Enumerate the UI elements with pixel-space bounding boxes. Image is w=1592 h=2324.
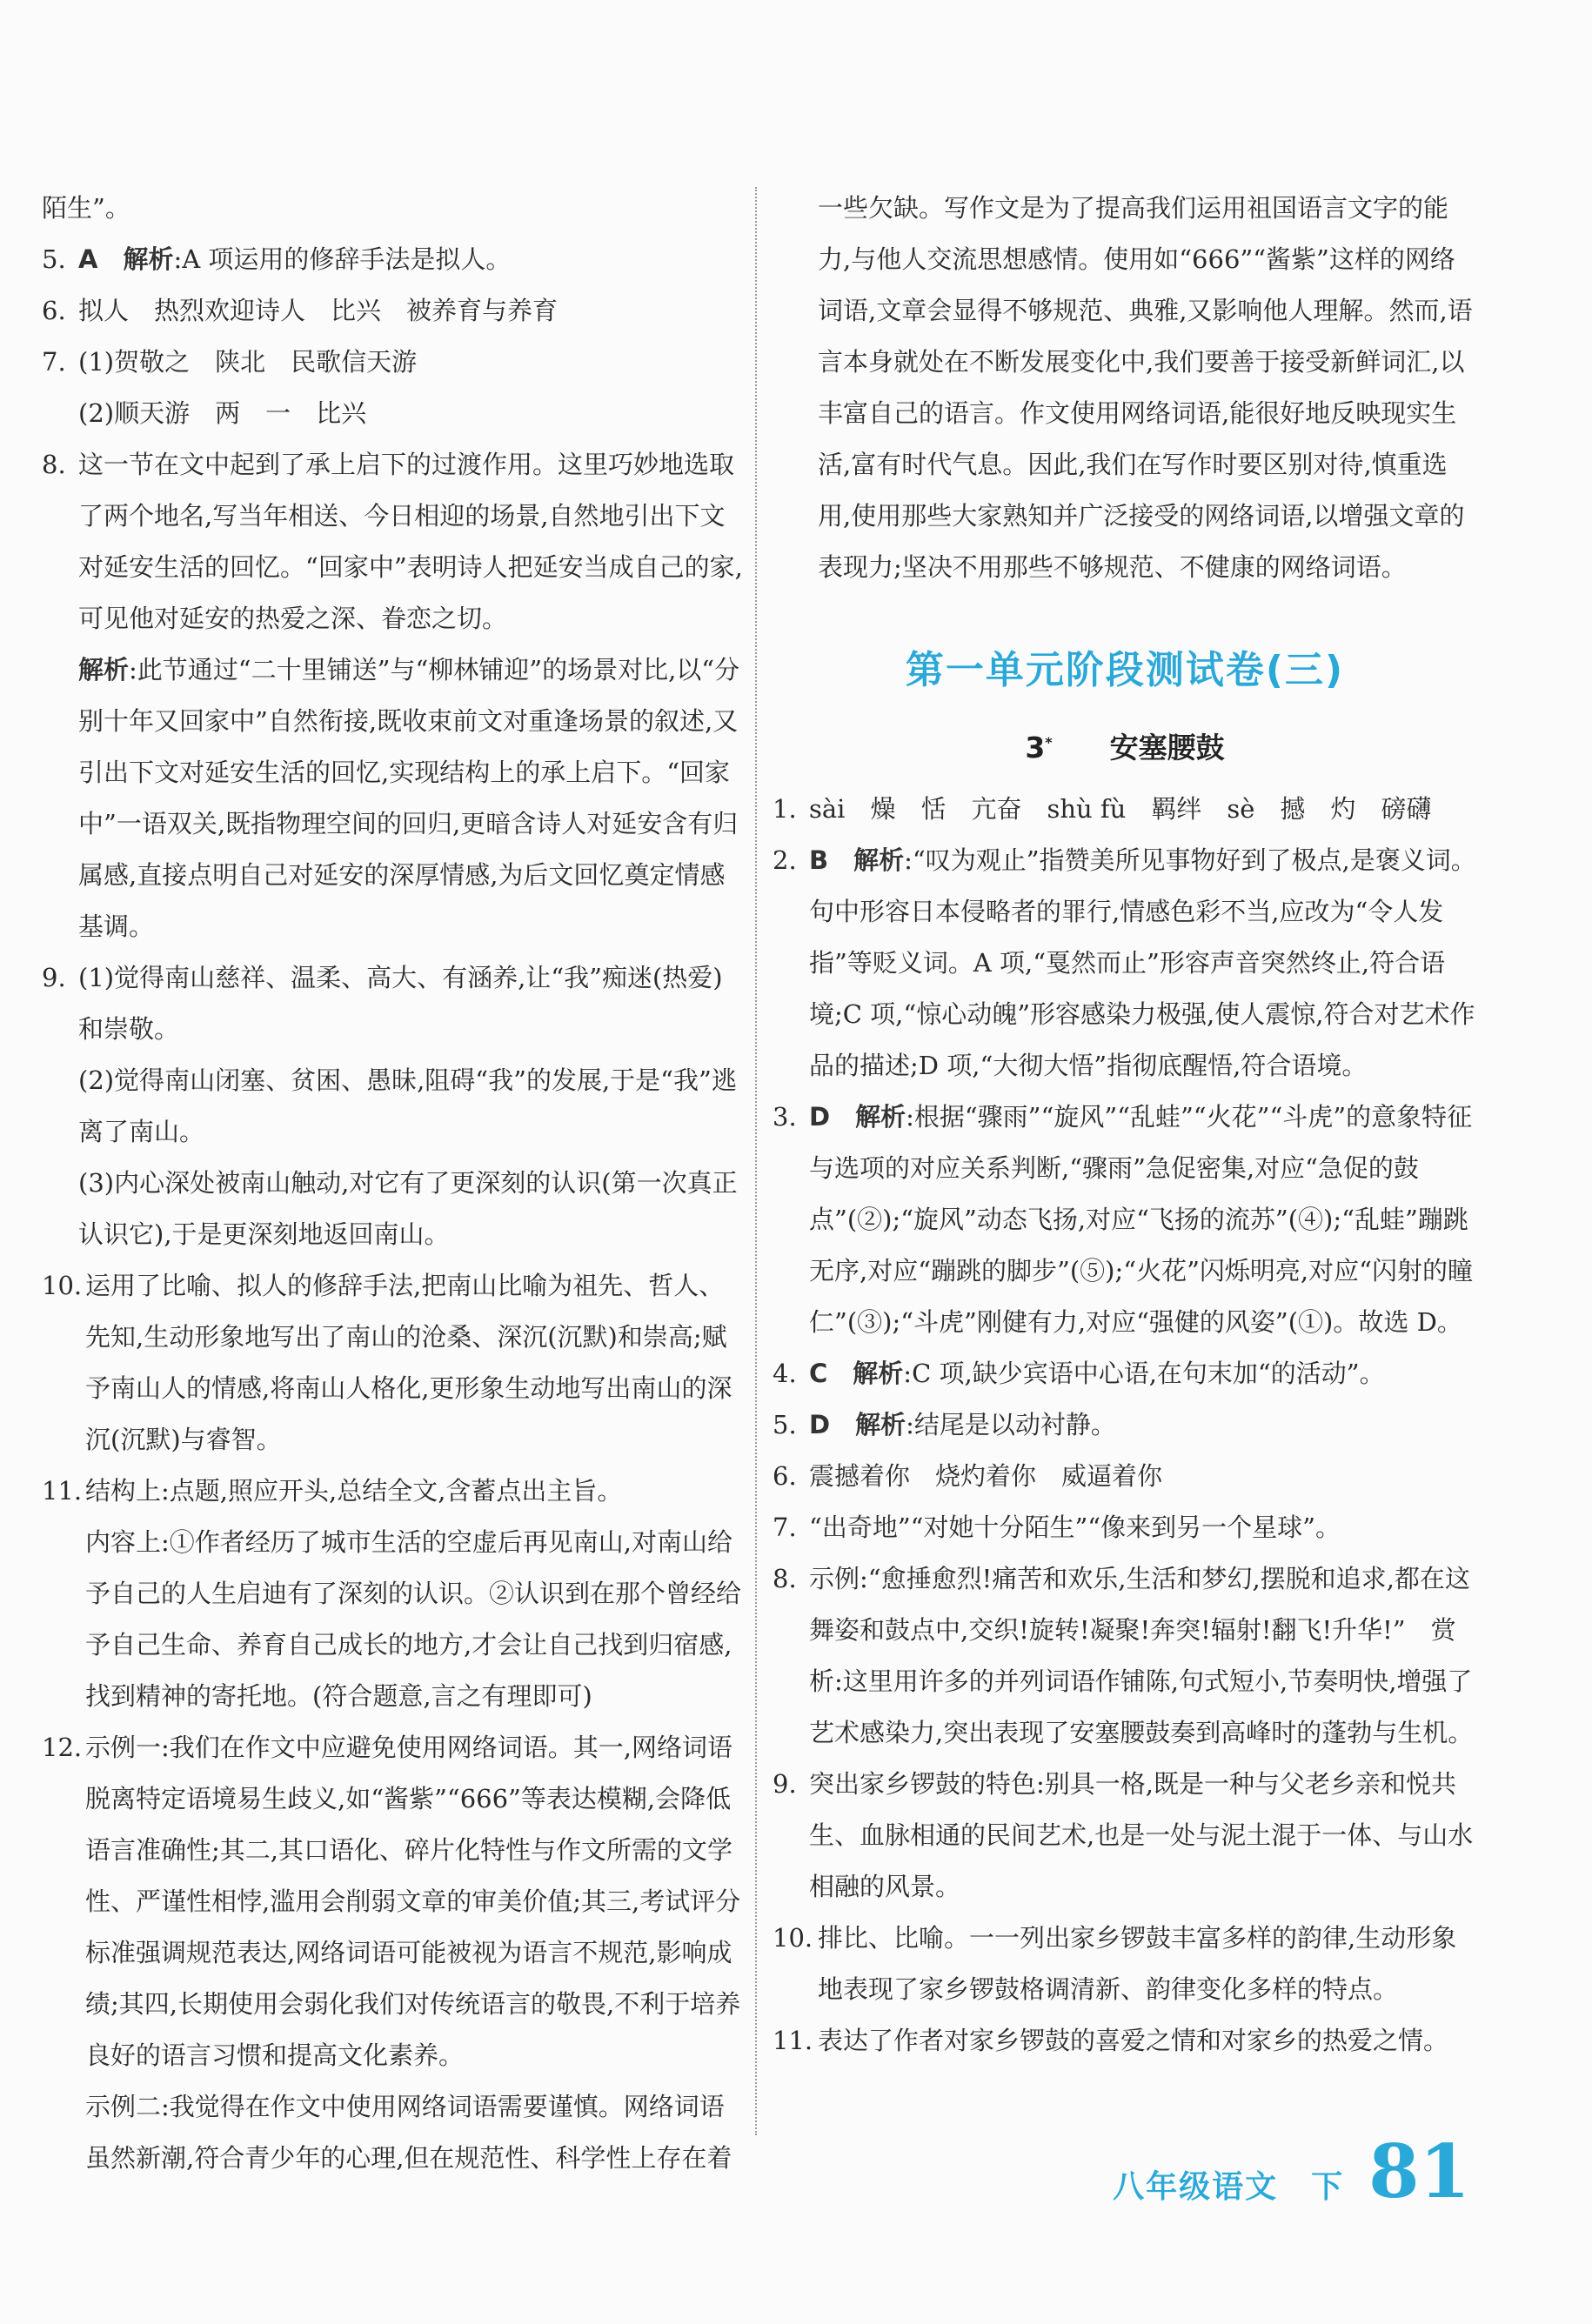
answer-item: [42, 1722, 746, 2081]
answer-text: [42, 1517, 746, 1722]
answer-text: [42, 2081, 746, 2184]
answer-item: [42, 644, 746, 952]
answer-item: [42, 1517, 746, 1722]
answer-item: [773, 1451, 1477, 1502]
answer-item: [42, 234, 746, 285]
answer-number: 3.: [773, 1102, 797, 1132]
answer-body: :“叹为观止”指赞美所见事物好到了极点,是褒义词。句中形容日本侵略者的罪行,情感色彩不当,应改为“令人发指”等贬义词。A 项,“戛然而止”形容声音突然终止,符合语境;C 项,“惊心动魄”形容感染力极强,使人震惊,符合对艺术作品的描述;D 项,“大彻大悟”指彻底醒悟,符合语境。: [809, 845, 1476, 1080]
answer-body: (2)顺天游 两 一 比兴: [78, 398, 367, 428]
answer-body: 示例二:我觉得在作文中使用网络词语需要谨慎。网络词语虽然新潮,符合青少年的心理,但在规范性、科学性上存在着: [85, 2092, 732, 2173]
answer-body: 拟人 热烈欢迎诗人 比兴 被养育与养育: [78, 296, 559, 325]
answer-item: [773, 835, 1477, 1092]
lesson-star: *: [1045, 734, 1053, 751]
answer-body: 排比、比喻。一一列出家乡锣鼓丰富多样的韵律,生动形象地表现了家乡锣鼓格调清新、韵律变化多样的特点。: [818, 1923, 1457, 2004]
answer-body: 一些欠缺。写作文是为了提高我们运用祖国语言文字的能力,与他人交流思想感情。使用如“666”“酱紫”这样的网络词语,文章会显得不够规范、典雅,又影响他人理解。然而,语言本身就处在不断发展变化中,我们要善于接受新鲜词汇,以丰富自己的语言。作文使用网络词语,能很好地反映现实生活,富有时代气息。因此,我们在写作时要区别对待,慎重选用,使用那些大家熟知并广泛接受的网络词语,以增强文章的表现力;坚决不用那些不够规范、不健康的网络词语。: [818, 193, 1473, 582]
answer-number: 6.: [773, 1461, 797, 1491]
answer-item: [773, 2015, 1477, 2067]
answer-number: 11.: [773, 2026, 813, 2055]
answer-item: [42, 1158, 746, 1260]
lesson-name: 安塞腰鼓: [1109, 731, 1225, 765]
answer-text: [773, 784, 1477, 835]
answer-item: [773, 183, 1477, 593]
answer-body: 表达了作者对家乡锣鼓的喜爱之情和对家乡的热爱之情。: [818, 2026, 1449, 2055]
answer-body: :C 项,缺少宾语中心语,在句末加“的活动”。: [903, 1359, 1385, 1388]
answer-text: [42, 183, 746, 234]
answer-text: [42, 1466, 746, 1517]
page-number: 81: [1368, 2128, 1470, 2214]
answer-number: 1.: [773, 794, 797, 824]
lesson-number: 3: [1025, 731, 1046, 765]
answer-body: :A 项运用的修辞手法是拟人。: [173, 244, 512, 274]
answer-text: [42, 1055, 746, 1158]
answer-item: [42, 2081, 746, 2184]
answer-item: [773, 784, 1477, 835]
answer-number: 7.: [773, 1513, 797, 1542]
answer-text: [42, 1158, 746, 1260]
answer-number: 10.: [773, 1923, 813, 1953]
answer-item: [42, 1466, 746, 1517]
answer-number: 8.: [42, 450, 66, 479]
answer-text: [773, 1451, 1477, 1502]
answer-number: 5.: [773, 1410, 797, 1439]
answer-text: [42, 439, 746, 644]
answer-keyword: C 解析: [809, 1359, 904, 1388]
answer-item: [773, 1913, 1477, 2015]
answer-text: [773, 2015, 1477, 2067]
answer-body: 陌生”。: [42, 193, 130, 223]
answer-text: [773, 1348, 1477, 1399]
answer-body: (3)内心深处被南山触动,对它有了更深刻的认识(第一次真正认识它),于是更深刻地返回南山。: [78, 1168, 738, 1249]
answer-body: “出奇地”“对她十分陌生”“像来到另一个星球”。: [809, 1513, 1341, 1542]
answer-text: [42, 388, 746, 439]
answer-number: 7.: [42, 347, 66, 377]
answer-body: 内容上:①作者经历了城市生活的空虚后再见南山,对南山给予自己的人生启迪有了深刻的认识。②认识到在那个曾经给予自己生命、养育自己成长的地方,才会让自己找到归宿感,找到精神的寄托地。(符合题意,言之有理即可): [85, 1527, 742, 1711]
answer-body: (1)觉得南山慈祥、温柔、高大、有涵养,让“我”痴迷(热爱)和崇敬。: [78, 963, 723, 1044]
answer-body: (1)贺敬之 陕北 民歌信天游: [78, 347, 418, 377]
answer-text: [773, 1553, 1477, 1759]
lesson-title: [773, 725, 1477, 766]
answer-number: 8.: [773, 1564, 797, 1593]
answer-text: [773, 1759, 1477, 1913]
answer-keyword: B 解析: [809, 845, 905, 875]
answer-body: 震撼着你 烧灼着你 威逼着你: [809, 1461, 1163, 1491]
grade-label: 八年级语文 下: [1113, 2169, 1345, 2205]
answer-number: 10.: [42, 1271, 83, 1300]
right-top-answers: [773, 183, 1477, 593]
answer-body: 运用了比喻、拟人的修辞手法,把南山比喻为祖先、哲人、先知,生动形象地写出了南山的沧桑、深沉(沉默)和崇高;赋予南山人的情感,将南山人格化,更形象生动地写出南山的深沉(沉默)与睿智。: [85, 1271, 732, 1454]
answer-item: [42, 337, 746, 388]
answer-body: 这一节在文中起到了承上启下的过渡作用。这里巧妙地选取了两个地名,写当年相送、今日相迎的场景,自然地引出下文对延安生活的回忆。“回家中”表明诗人把延安当成自己的家,可见他对延安的热爱之深、眷恋之切。: [78, 450, 743, 633]
answer-number: 2.: [773, 845, 797, 875]
answer-body: :结尾是以动衬静。: [906, 1410, 1116, 1439]
answer-text: [773, 1092, 1477, 1348]
answer-number: 12.: [42, 1733, 83, 1762]
answer-number: 5.: [42, 244, 66, 274]
answer-item: [773, 1502, 1477, 1553]
answer-text: [773, 1502, 1477, 1553]
answer-text: [773, 183, 1477, 593]
left-column: [42, 183, 746, 2184]
answer-body: (2)觉得南山闭塞、贫困、愚昧,阻碍“我”的发展,于是“我”逃离了南山。: [78, 1065, 737, 1146]
answer-item: [42, 439, 746, 644]
answer-number: 11.: [42, 1476, 83, 1506]
answer-item: [42, 388, 746, 439]
answer-keyword: D 解析: [809, 1102, 906, 1132]
answer-body: 示例:“愈捶愈烈!痛苦和欢乐,生活和梦幻,摆脱和追求,都在这舞姿和鼓点中,交织!旋转!凝聚!奔突!辐射!翻飞!升华!” 赏析:这里用许多的并列词语作铺陈,句式短小,节奏明快,增强了艺术感染力,突出表现了安塞腰鼓奏到高峰时的蓬勃与生机。: [809, 1564, 1474, 1747]
column-divider: [755, 187, 757, 2135]
answer-item: [42, 1260, 746, 1466]
answer-item: [773, 1092, 1477, 1348]
page-footer: [1113, 2128, 1470, 2214]
answer-body: sài 燥 恬 亢奋 shù fù 羁绊 sè 撼 灼 磅礴: [809, 794, 1432, 824]
answer-text: [42, 337, 746, 388]
answer-text: [42, 234, 746, 285]
right-column: [773, 183, 1477, 2067]
answer-keyword: 解析: [78, 655, 130, 685]
answer-item: [42, 285, 746, 337]
answer-text: [773, 1913, 1477, 2015]
answer-item: [42, 1055, 746, 1158]
right-bottom-answers: [773, 784, 1477, 2067]
answer-text: [773, 1399, 1477, 1451]
unit-title: 第一单元阶段测试卷(三): [905, 648, 1345, 692]
answer-number: 4.: [773, 1359, 797, 1388]
answer-item: [42, 952, 746, 1055]
answer-body: :此节通过“二十里铺送”与“柳林铺迎”的场景对比,以“分别十年又回家中”自然衔接,既收束前文对重逢场景的叙述,又引出下文对延安生活的回忆,实现结构上的承上启下。“回家中”一语双关,既指物理空间的回归,更暗含诗人对延安含有归属感,直接点明自己对延安的深厚情感,为后文回忆奠定情感基调。: [78, 655, 740, 941]
answer-body: :根据“骤雨”“旋风”“乱蛙”“火花”“斗虎”的意象特征与选项的对应关系判断,“骤雨”急促密集,对应“急促的鼓点”(②);“旋风”动态飞扬,对应“飞扬的流苏”(④);“乱蛙”蹦跳无序,对应“蹦跳的脚步”(⑤);“火花”闪烁明亮,对应“闪射的瞳仁”(③);“斗虎”刚健有力,对应“强健的风姿”(①)。故选 D。: [809, 1102, 1473, 1337]
answer-number: 9.: [773, 1769, 797, 1799]
answer-body: 示例一:我们在作文中应避免使用网络词语。其一,网络词语脱离特定语境易生歧义,如“酱紫”“666”等表达模糊,会降低语言准确性;其二,其口语化、碎片化特性与作文所需的文学性、严谨性相悖,滥用会削弱文章的审美价值;其三,考试评分标准强调规范表达,网络词语可能被视为语言不规范,影响成绩;其四,长期使用会弱化我们对传统语言的敬畏,不利于培养良好的语言习惯和提高文化素养。: [85, 1733, 741, 2070]
answer-item: [773, 1759, 1477, 1913]
answer-item: [42, 183, 746, 234]
answer-item: [773, 1399, 1477, 1451]
answer-item: [773, 1553, 1477, 1759]
answer-body: 突出家乡锣鼓的特色:别具一格,既是一种与父老乡亲和悦共生、血脉相通的民间艺术,也是一处与泥土混于一体、与山水相融的风景。: [809, 1769, 1474, 1901]
answer-body: 结构上:点题,照应开头,总结全文,含蓄点出主旨。: [85, 1476, 623, 1506]
answer-number: 9.: [42, 963, 66, 992]
answer-item: [773, 1348, 1477, 1399]
answer-text: [42, 285, 746, 337]
answer-number: 6.: [42, 296, 66, 325]
answer-text: [42, 1260, 746, 1466]
answer-keyword: A 解析: [78, 244, 174, 274]
answer-text: [42, 644, 746, 952]
answer-text: [773, 835, 1477, 1092]
answer-keyword: D 解析: [809, 1410, 906, 1439]
answer-text: [42, 1722, 746, 2081]
answer-text: [42, 952, 746, 1055]
